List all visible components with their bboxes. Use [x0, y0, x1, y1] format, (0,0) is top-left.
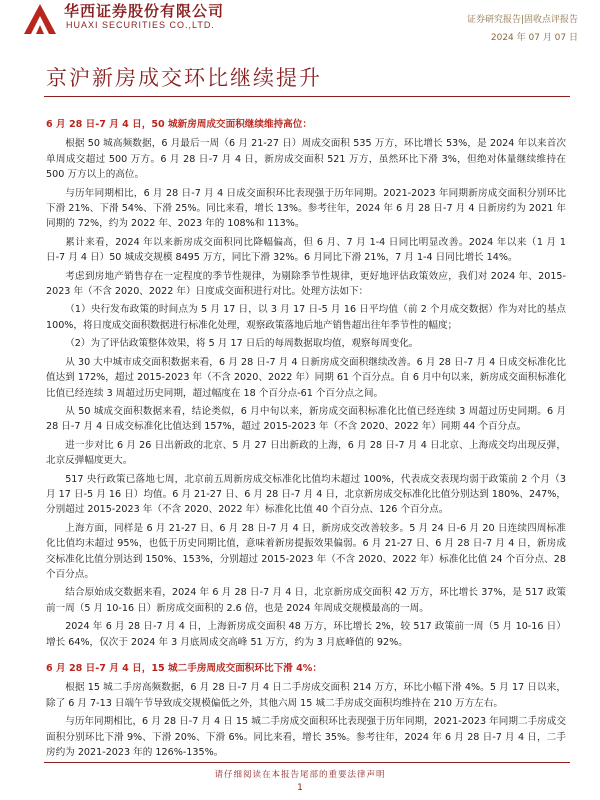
paragraph: 与历年同期相比，6 月 28 日-7 月 4 日成交面积环比表现强于历年同期。2021-2023 年同期新房成交面积分别环比下滑 21%、下滑 54%、下滑 25%。同比来看，增长 13%。参考往年，2024 年 6 月 28 日-7 月 4 日新房约为 2021 年同期的 72%，约为 2022 年、2023 年的 108%和 113%。: [46, 187, 566, 230]
paragraph: 517 央行政策已落地七周，北京前五周新房成交标准化比值均未超过 100%，代表成交表现均弱于政策前 2 个月（3 月 17 日-5 月 16 日）均值。6 月 21-27 日、6 月 28 日-7 月 4 日，北京新房成交标准化比值分别达到 180%、247%，分别超过 2015-2023 年（不含 2020、2022 年）标准化比值 40 个百分点、126 个百分点。: [46, 473, 566, 516]
page-number: 1: [297, 783, 303, 793]
report-type: 证券研究报告|固收点评报告: [466, 15, 578, 25]
paragraph: （2）为了评估政策整体效果，将 5 月 17 日后的每周数据取均值，观察每周变化。: [65, 338, 419, 350]
huaxi-logo-icon: [22, 2, 58, 36]
title-divider: [44, 96, 570, 97]
paragraph: 结合原始成交数据来看，2024 年 6 月 28 日-7 月 4 日，北京新房成交面积 42 万方，环比增长 37%，是 517 政策前一周（5 月 10-16 日）新房成交面积的 2.6 倍，也是 2024 年周成交规模最高的一周。: [46, 587, 566, 614]
paragraph: 考虑到房地产销售存在一定程度的季节性规律，为剔除季节性规律，更好地评估政策效应，我们对 2024 年、2015-2023 年（不含 2020、2022 年）日度成交面积进行对比。处理方法如下：: [46, 270, 566, 298]
report-header: [0, 0, 600, 60]
section-heading: 6 月 28 日-7 月 4 日，50 城新房周成交面积继续维持高位：: [46, 119, 312, 130]
report-title: 京沪新房成交环比继续提升: [46, 66, 322, 90]
paragraph: 上海方面，同样是 6 月 21-27 日、6 月 28 日-7 月 4 日，新房成交改善较多。5 月 24 日-6 月 20 日连续四周标准化比值均未超过 95%，也低于历史同期比值，意味着新房提振效果偏弱。6 月 21-27 日、6 月 28 日-7 月 4 日，新房成交标准化比值分别达到 150%、153%，分别超过 2015-2023 年（不含 2020、2022 年）标准化比值 24 个百分点、28 个百分点。: [46, 522, 566, 580]
paragraph: 从 30 大中城市成交面积数据来看，6 月 28 日-7 月 4 日新房成交面积继续改善。6 月 28 日-7 月 4 日成交标准化比值达到 172%，超过 2015-2023 年（不含 2020、2022 年）同期 61 个百分点。自 6 月中旬以来，新房成交面积标准化比值已经连续 3 周超过历史同期，超过幅度在 18 个百分点-61 个百分点之间。: [46, 356, 566, 399]
legal-notice: 请仔细阅读在本报告尾部的重要法律声明: [214, 770, 386, 780]
paragraph: 从 50 城成交面积数据来看，结论类似，6 月中旬以来，新房成交面积标准化比值已经连续 3 周超过历史同期。6 月 28 日-7 月 4 日成交标准化比值达到 157%，超过 2015-2023 年（不含 2020、2022 年）同期 44 个百分点。: [46, 405, 566, 433]
paragraph: 进一步对比 6 月 26 日出新政的北京、5 月 27 日出新政的上海，6 月 28 日-7 月 4 日北京、上海成交均出现反弹，北京反弹幅度更大。: [46, 439, 566, 467]
section-heading: 6 月 28 日-7 月 4 日，15 城二手房周成交面积环比下滑 4%：: [46, 663, 322, 674]
paragraph: 累计来看，2024 年以来新房成交面积同比降幅偏高，但 6 月、7 月 1-4 日同比明显改善。2024 年以来（1 月 1 日-7 月 4 日）50 城成交规模 8495 万方，同比下滑 32%。6 月同比下滑 21%，7 月 1-4 日同比增长 14%。: [46, 236, 566, 264]
paragraph: 根据 15 城二手房高频数据，6 月 28 日-7 月 4 日二手房成交面积 214 万方，环比小幅下滑 4%。5 月 17 日以来，除了 6 月 7-13 日端午节导致成交规模偏低之外，其他六周 15 城二手房成交面积均维持在 210 万方左右。: [46, 682, 566, 709]
paragraph: （1）央行发布政策的时间点为 5 月 17 日，以 3 月 17 日-5 月 16 日平均值（前 2 个月成交数据）作为对比的基点 100%，将日度成交面积数据进行标准化处理，观察政策落地后地产销售超出往年季节性的幅度；: [46, 304, 566, 331]
company-name-cn: 华西证券股份有限公司: [64, 2, 225, 20]
section-spacer: [46, 653, 566, 661]
footer-divider: [44, 762, 570, 763]
report-body: [46, 117, 566, 763]
report-date: 2024 年 07 月 07 日: [490, 33, 578, 43]
paragraph: 与历年同期相比，6 月 28 日-7 月 4 日 15 城二手房成交面积环比表现强于历年同期，2021-2023 年同期二手房成交面积分别环比下滑 9%、下滑 20%、下滑 6%。同比来看，增长 35%。参考往年，2024 年 6 月 28 日-7 月 4 日，二手房约为 2021-2023 年的 126%-135%。: [46, 716, 566, 759]
paragraph: 根据 50 城高频数据，6 月最后一周（6 月 21-27 日）周成交面积 535 万方，环比增长 53%，是 2024 年以来首次单周成交超过 500 万方。6 月 28 日-7 月 4 日，新房成交面积 521 万方，虽然环比下滑 3%，但绝对体量继续维持在 500 万方以上的高位。: [46, 138, 566, 181]
paragraph: 2024 年 6 月 28 日-7 月 4 日，上海新房成交面积 48 万方，环比增长 2%，较 517 政策前一周（5 月 10-16 日）增长 64%，仅次于 2024 年 3 月底周成交高峰 51 万方，约为 3 月底峰值的 92%。: [46, 621, 566, 648]
company-name-en: HUAXI SECURITIES CO.,LTD.: [66, 20, 215, 30]
